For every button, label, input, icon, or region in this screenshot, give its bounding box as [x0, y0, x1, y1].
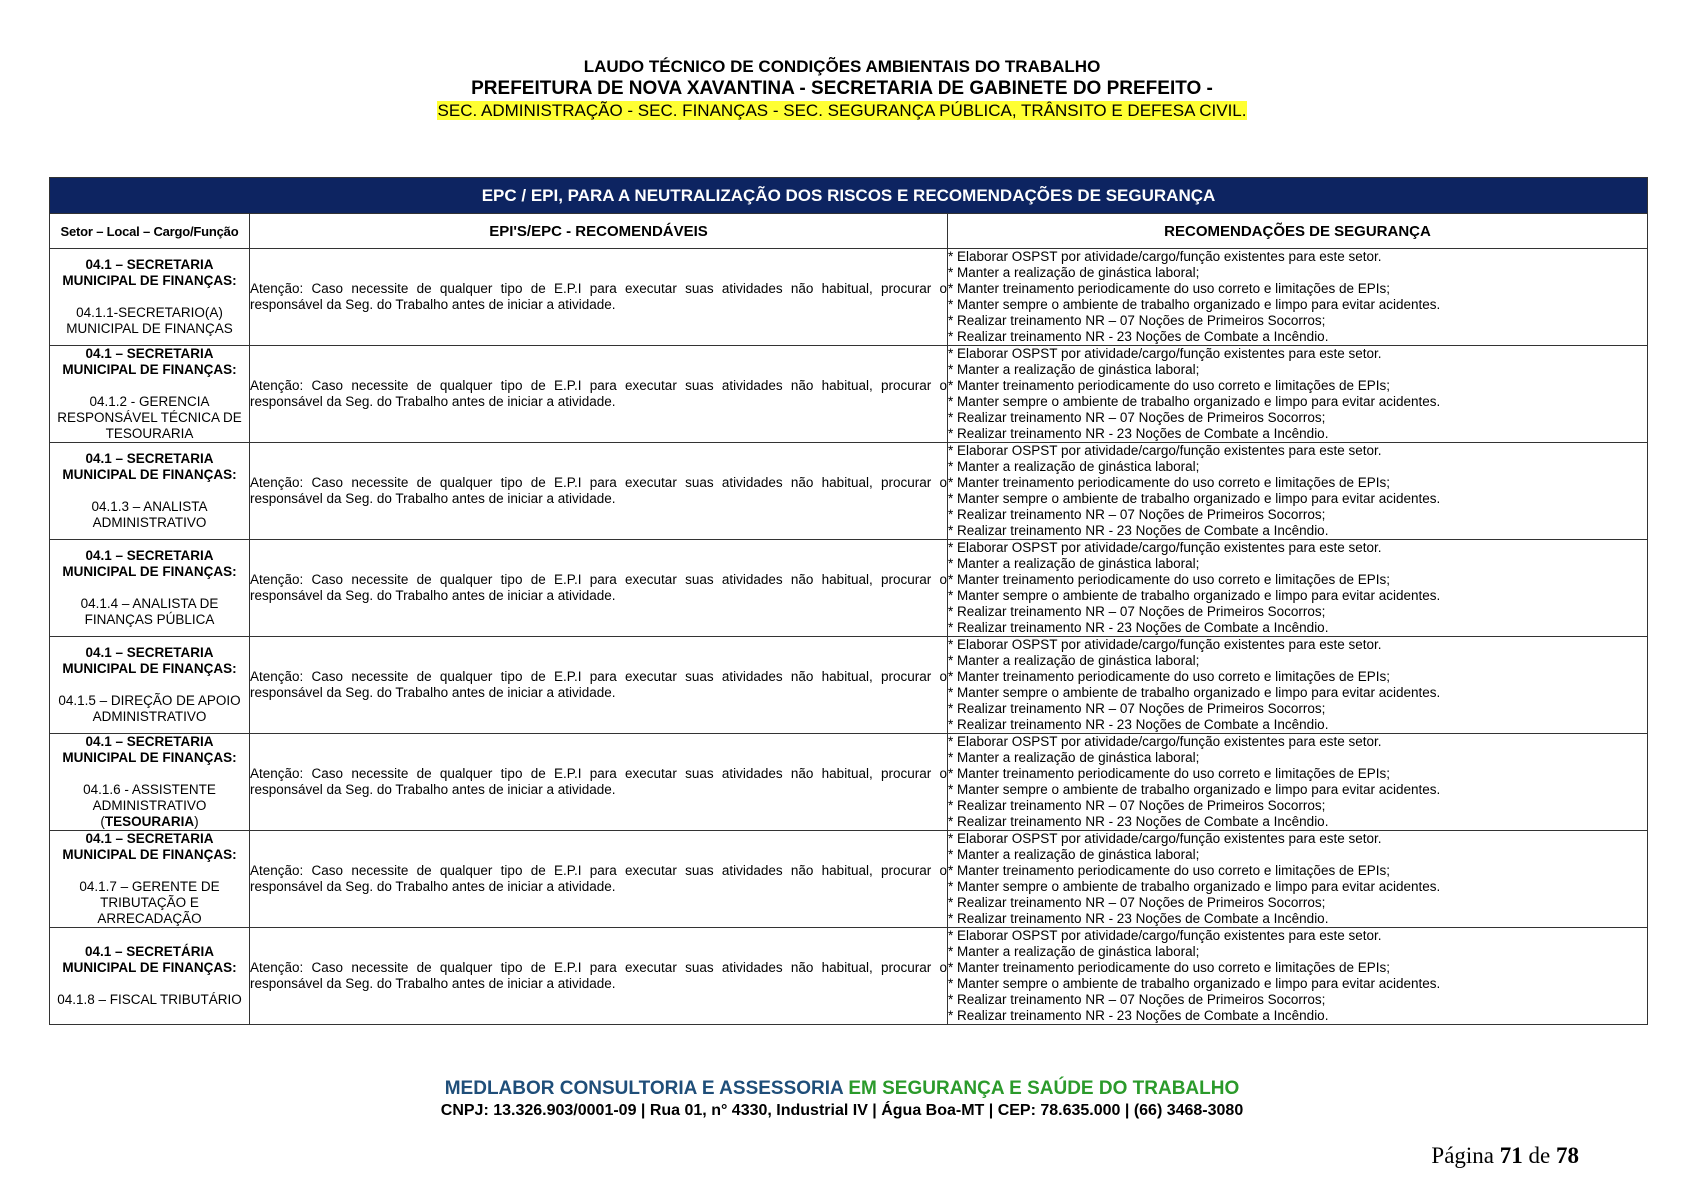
page-label: Página — [1431, 1143, 1495, 1168]
table-row — [50, 928, 1648, 1025]
secretaria-label: 04.1 – SECRETARIA MUNICIPAL DE FINANÇAS: — [62, 548, 237, 579]
cargo-text: 04.1.1-SECRETARIO(A) MUNICIPAL DE FINANÇAS — [66, 305, 233, 336]
table-row — [50, 540, 1648, 637]
recommendation-item: * Realizar treinamento NR – 07 Noções de Primeiros Socorros; — [948, 604, 1326, 619]
page-total: 78 — [1556, 1143, 1579, 1168]
secretaria-label: 04.1 – SECRETARIA MUNICIPAL DE FINANÇAS: — [62, 734, 237, 765]
cell-epi: Atenção: Caso necessite de qualquer tipo de E.P.I para executar suas atividades não habitual, procurar o responsável da Seg. do Trabalho antes de iniciar a atividade. — [250, 637, 948, 734]
doc-title: LAUDO TÉCNICO DE CONDIÇÕES AMBIENTAIS DO TRABALHO — [583, 57, 1101, 76]
cell-setor — [50, 831, 250, 928]
cargo-text: 04.1.8 – FISCAL TRIBUTÁRIO — [57, 992, 242, 1007]
recommendation-item: * Realizar treinamento NR - 23 Noções de Combate a Incêndio. — [948, 717, 1329, 732]
recommendation-item: * Realizar treinamento NR - 23 Noções de Combate a Incêndio. — [948, 814, 1329, 829]
recommendation-item: * Realizar treinamento NR - 23 Noções de Combate a Incêndio. — [948, 329, 1329, 344]
cell-recomendacoes — [948, 831, 1648, 928]
cell-epi: Atenção: Caso necessite de qualquer tipo de E.P.I para executar suas atividades não habitual, procurar o responsável da Seg. do Trabalho antes de iniciar a atividade. — [250, 928, 948, 1025]
table-row — [50, 637, 1648, 734]
recommendation-item: * Manter treinamento periodicamente do uso correto e limitações de EPIs; — [948, 378, 1390, 393]
recommendation-item: * Elaborar OSPST por atividade/cargo/função existentes para este setor. — [948, 540, 1382, 555]
cargo-label — [50, 693, 249, 725]
recommendation-item: * Elaborar OSPST por atividade/cargo/função existentes para este setor. — [948, 249, 1382, 264]
page-of: de — [1528, 1143, 1551, 1168]
recommendation-item: * Manter treinamento periodicamente do uso correto e limitações de EPIs; — [948, 475, 1390, 490]
cell-epi: Atenção: Caso necessite de qualquer tipo de E.P.I para executar suas atividades não habitual, procurar o responsável da Seg. do Trabalho antes de iniciar a atividade. — [250, 540, 948, 637]
recommendation-item: * Elaborar OSPST por atividade/cargo/função existentes para este setor. — [948, 928, 1382, 943]
recommendation-item: * Manter sempre o ambiente de trabalho organizado e limpo para evitar acidentes. — [948, 685, 1441, 700]
cell-setor — [50, 346, 250, 443]
cargo-label — [50, 305, 249, 337]
recommendation-list — [948, 249, 1647, 345]
cargo-label — [50, 992, 249, 1008]
spacer — [50, 677, 249, 693]
recommendation-item: * Realizar treinamento NR – 07 Noções de Primeiros Socorros; — [948, 410, 1326, 425]
spacer — [50, 378, 249, 394]
recommendation-list — [948, 734, 1647, 830]
cargo-text: 04.1.5 – DIREÇÃO DE APOIO ADMINISTRATIVO — [58, 693, 241, 724]
recommendation-item: * Manter sempre o ambiente de trabalho organizado e limpo para evitar acidentes. — [948, 782, 1441, 797]
spacer — [50, 580, 249, 596]
footer-address: CNPJ: 13.326.903/0001-09 | Rua 01, n° 4330, Industrial IV | Água Boa-MT | CEP: 78.635.000 | (66) 3468-3080 — [440, 1102, 1244, 1119]
recommendation-list — [948, 346, 1647, 442]
recommendation-list — [948, 540, 1647, 636]
recommendation-item: * Manter treinamento periodicamente do uso correto e limitações de EPIs; — [948, 669, 1390, 684]
recommendation-item: * Realizar treinamento NR – 07 Noções de Primeiros Socorros; — [948, 992, 1326, 1007]
cargo-label: 04.1.6 - ASSISTENTE ADMINISTRATIVO (TESOURARIA) — [83, 782, 216, 829]
recommendation-item: * Manter sempre o ambiente de trabalho organizado e limpo para evitar acidentes. — [948, 394, 1441, 409]
cell-recomendacoes — [948, 443, 1648, 540]
recommendation-item: * Manter sempre o ambiente de trabalho organizado e limpo para evitar acidentes. — [948, 297, 1441, 312]
recommendation-item: * Realizar treinamento NR – 07 Noções de Primeiros Socorros; — [948, 701, 1326, 716]
table-row — [50, 346, 1648, 443]
cell-epi: Atenção: Caso necessite de qualquer tipo de E.P.I para executar suas atividades não habitual, procurar o responsável da Seg. do Trabalho antes de iniciar a atividade. — [250, 831, 948, 928]
recommendation-item: * Manter treinamento periodicamente do uso correto e limitações de EPIs; — [948, 572, 1390, 587]
page-current: 71 — [1499, 1143, 1523, 1168]
recommendation-item: * Realizar treinamento NR – 07 Noções de Primeiros Socorros; — [948, 313, 1326, 328]
recommendation-item: * Manter a realização de ginástica laboral; — [948, 265, 1200, 280]
footer-company — [0, 1078, 1684, 1100]
table-row — [50, 831, 1648, 928]
secretaria-label: 04.1 – SECRETARIA MUNICIPAL DE FINANÇAS: — [62, 451, 237, 482]
cell-setor — [50, 443, 250, 540]
spacer — [50, 766, 249, 782]
recommendation-item: * Manter a realização de ginástica laboral; — [948, 944, 1200, 959]
footer-company-tagline: EM SEGURANÇA E SAÚDE DO TRABALHO — [848, 1078, 1240, 1099]
recommendation-item: * Elaborar OSPST por atividade/cargo/função existentes para este setor. — [948, 443, 1382, 458]
recommendation-item: * Realizar treinamento NR - 23 Noções de Combate a Incêndio. — [948, 1008, 1329, 1023]
spacer — [50, 289, 249, 305]
recommendation-item: * Manter treinamento periodicamente do uso correto e limitações de EPIs; — [948, 960, 1390, 975]
cell-epi: Atenção: Caso necessite de qualquer tipo de E.P.I para executar suas atividades não habitual, procurar o responsável da Seg. do Trabalho antes de iniciar a atividade. — [250, 443, 948, 540]
secretaria-label: 04.1 – SECRETARIA MUNICIPAL DE FINANÇAS: — [62, 645, 237, 676]
doc-departments — [0, 101, 1684, 121]
cargo-bold-text: TESOURARIA — [104, 814, 195, 829]
recommendation-list — [948, 637, 1647, 733]
table-body — [50, 249, 1648, 1025]
table-row — [50, 249, 1648, 346]
recommendation-item: * Realizar treinamento NR - 23 Noções de Combate a Incêndio. — [948, 911, 1329, 926]
recommendation-item: * Manter treinamento periodicamente do uso correto e limitações de EPIs; — [948, 281, 1390, 296]
secretaria-label: 04.1 – SECRETÁRIA MUNICIPAL DE FINANÇAS: — [62, 944, 237, 975]
recommendation-item: * Manter a realização de ginástica laboral; — [948, 750, 1200, 765]
recommendation-item: * Manter a realização de ginástica laboral; — [948, 556, 1200, 571]
recommendation-list — [948, 928, 1647, 1024]
recommendation-item: * Manter sempre o ambiente de trabalho organizado e limpo para evitar acidentes. — [948, 588, 1441, 603]
recommendation-item: * Elaborar OSPST por atividade/cargo/função existentes para este setor. — [948, 637, 1382, 652]
cell-epi: Atenção: Caso necessite de qualquer tipo de E.P.I para executar suas atividades não habitual, procurar o responsável da Seg. do Trabalho antes de iniciar a atividade. — [250, 249, 948, 346]
recommendation-item: * Realizar treinamento NR – 07 Noções de Primeiros Socorros; — [948, 798, 1326, 813]
cell-recomendacoes — [948, 540, 1648, 637]
recommendation-item: * Manter treinamento periodicamente do uso correto e limitações de EPIs; — [948, 863, 1390, 878]
spacer — [50, 863, 249, 879]
secretaria-label: 04.1 – SECRETARIA MUNICIPAL DE FINANÇAS: — [62, 346, 237, 377]
recommendation-item: * Elaborar OSPST por atividade/cargo/função existentes para este setor. — [948, 346, 1382, 361]
highlighted-departments: SEC. ADMINISTRAÇÃO - SEC. FINANÇAS - SEC. SEGURANÇA PÚBLICA, TRÂNSITO E DEFESA CIVIL. — [437, 101, 1247, 120]
cell-recomendacoes — [948, 734, 1648, 831]
cargo-text: 04.1.4 – ANALISTA DE FINANÇAS PÚBLICA — [80, 596, 219, 627]
recommendation-item: * Manter a realização de ginástica laboral; — [948, 459, 1200, 474]
cargo-label — [50, 394, 249, 442]
recommendation-item: * Manter a realização de ginástica laboral; — [948, 847, 1200, 862]
recommendation-item: * Manter a realização de ginástica laboral; — [948, 653, 1200, 668]
column-header-recomendacoes: RECOMENDAÇÕES DE SEGURANÇA — [948, 214, 1648, 249]
recommendation-item: * Manter sempre o ambiente de trabalho organizado e limpo para evitar acidentes. — [948, 879, 1441, 894]
cell-recomendacoes — [948, 249, 1648, 346]
cell-recomendacoes — [948, 346, 1648, 443]
recommendation-item: * Realizar treinamento NR – 07 Noções de Primeiros Socorros; — [948, 507, 1326, 522]
cell-setor — [50, 249, 250, 346]
column-header-setor: Setor – Local – Cargo/Função — [50, 214, 250, 249]
cell-setor — [50, 928, 250, 1025]
cargo-text: 04.1.3 – ANALISTA ADMINISTRATIVO — [91, 499, 208, 530]
recommendation-item: * Elaborar OSPST por atividade/cargo/função existentes para este setor. — [948, 831, 1382, 846]
recommendation-item: * Realizar treinamento NR – 07 Noções de Primeiros Socorros; — [948, 895, 1326, 910]
column-header-epi: EPI'S/EPC - RECOMENDÁVEIS — [250, 214, 948, 249]
spacer — [50, 483, 249, 499]
cargo-label — [50, 499, 249, 531]
cargo-text: 04.1.7 – GERENTE DE TRIBUTAÇÃO E ARRECADAÇÃO — [79, 879, 220, 926]
cell-recomendacoes — [948, 928, 1648, 1025]
recommendation-item: * Elaborar OSPST por atividade/cargo/função existentes para este setor. — [948, 734, 1382, 749]
secretaria-label: 04.1 – SECRETARIA MUNICIPAL DE FINANÇAS: — [62, 257, 237, 288]
cell-epi: Atenção: Caso necessite de qualquer tipo de E.P.I para executar suas atividades não habitual, procurar o responsável da Seg. do Trabalho antes de iniciar a atividade. — [250, 734, 948, 831]
recommendation-item: * Manter treinamento periodicamente do uso correto e limitações de EPIs; — [948, 766, 1390, 781]
recommendation-item: * Manter sempre o ambiente de trabalho organizado e limpo para evitar acidentes. — [948, 491, 1441, 506]
doc-subtitle: PREFEITURA DE NOVA XAVANTINA - SECRETARIA DE GABINETE DO PREFEITO - — [471, 78, 1213, 99]
table-title: EPC / EPI, PARA A NEUTRALIZAÇÃO DOS RISCOS E RECOMENDAÇÕES DE SEGURANÇA — [50, 178, 1648, 214]
cargo-label — [50, 879, 249, 927]
cargo-text: 04.1.6 - ASSISTENTE ADMINISTRATIVO — [83, 782, 216, 813]
cell-setor — [50, 540, 250, 637]
recommendation-item: * Realizar treinamento NR - 23 Noções de Combate a Incêndio. — [948, 620, 1329, 635]
cargo-text: 04.1.2 - GERENCIA RESPONSÁVEL TÉCNICA DE TESOURARIA — [57, 394, 242, 441]
recommendation-list — [948, 443, 1647, 539]
recommendation-item: * Realizar treinamento NR - 23 Noções de Combate a Incêndio. — [948, 426, 1329, 441]
recommendation-item: * Realizar treinamento NR - 23 Noções de Combate a Incêndio. — [948, 523, 1329, 538]
recommendation-item: * Manter sempre o ambiente de trabalho organizado e limpo para evitar acidentes. — [948, 976, 1441, 991]
cell-recomendacoes — [948, 637, 1648, 734]
recommendation-list — [948, 831, 1647, 927]
footer-company-name: MEDLABOR CONSULTORIA E ASSESSORIA — [444, 1078, 844, 1099]
epc-epi-table — [49, 177, 1648, 1025]
secretaria-label: 04.1 – SECRETARIA MUNICIPAL DE FINANÇAS: — [62, 831, 237, 862]
cargo-label — [50, 596, 249, 628]
cell-epi: Atenção: Caso necessite de qualquer tipo de E.P.I para executar suas atividades não habitual, procurar o responsável da Seg. do Trabalho antes de iniciar a atividade. — [250, 346, 948, 443]
spacer — [50, 976, 249, 992]
page-number — [1431, 1143, 1579, 1169]
cell-setor — [50, 637, 250, 734]
table-row — [50, 443, 1648, 540]
table-row — [50, 734, 1648, 831]
recommendation-item: * Manter a realização de ginástica laboral; — [948, 362, 1200, 377]
cell-setor — [50, 734, 250, 831]
